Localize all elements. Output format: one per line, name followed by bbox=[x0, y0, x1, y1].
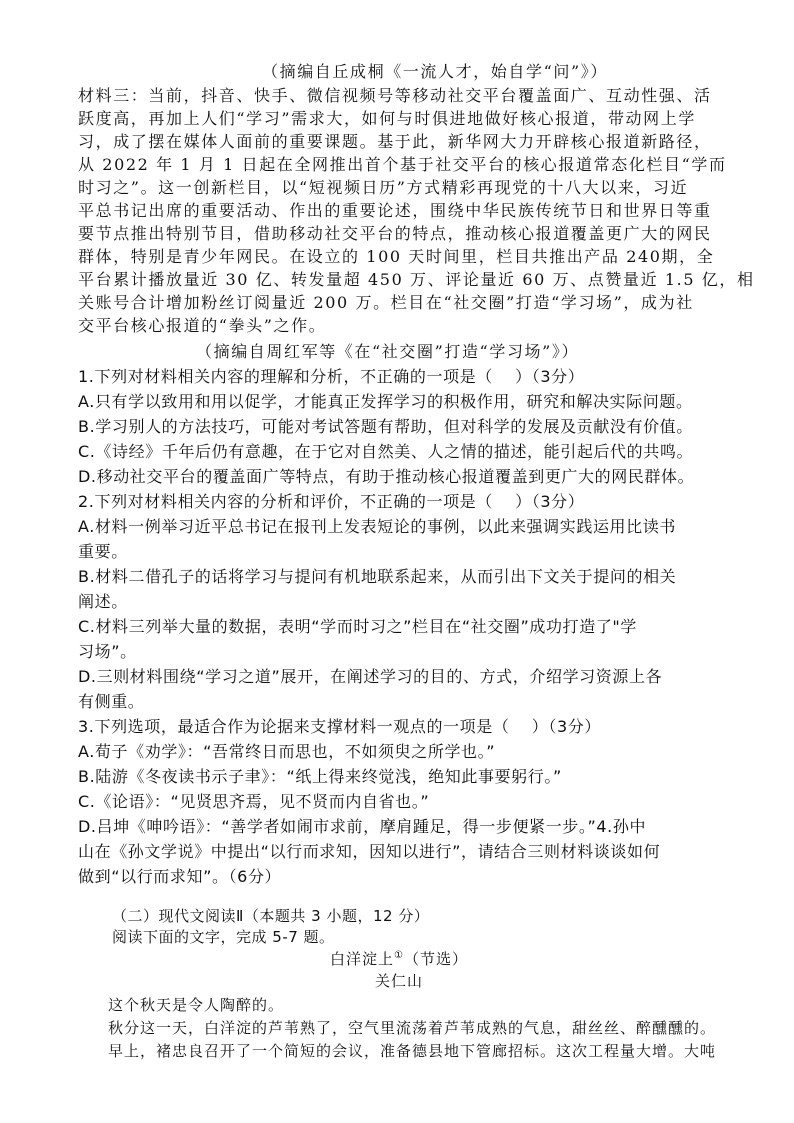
section-instruction: 阅读下面的文字，完成 5-7 题。 bbox=[112, 928, 335, 946]
passage-paragraph: 早上，褚忠良召开了一个简短的会议，准备德县地下管廊招标。这次工程量大增。大吨 bbox=[108, 1042, 717, 1060]
question-option: 重要。 bbox=[78, 542, 128, 561]
question-option: C.《论语》：“见贤思齐焉，见不贤而内自省也。” bbox=[78, 792, 430, 811]
question-option: 山在《孙文学说》中提出“以行而求知，因知以进行”，请结合三则材料谈谈如何 bbox=[78, 842, 661, 861]
question-option: C.《诗经》千年后仍有意趣，在于它对自然美、人之情的描述，能引起后代的共鸣。 bbox=[78, 442, 694, 461]
question-option: 有侧重。 bbox=[78, 692, 145, 711]
passage-paragraph: 秋分这一天，白洋淀的芦苇熟了，空气里流荡着芦苇成熟的气息，甜丝丝、醉醺醺的。 bbox=[108, 1019, 717, 1037]
question-option: D.吕坤《呻吟语》：“善学者如闹市求前，摩肩踵足，得一步便紧一步。”4.孙中 bbox=[78, 817, 647, 836]
footnote-mark: ① bbox=[394, 950, 404, 961]
material-3-line: 材料三：当前，抖音、快手、微信视频号等移动社交平台覆盖面广、互动性强、活 bbox=[78, 86, 712, 105]
question-stem: 2.下列对材料相关内容的分析和评价，不正确的一项是（ ）（3分） bbox=[78, 492, 585, 511]
question-option: B.学习别人的方法技巧，可能对考试答题有帮助，但对科学的发展及贡献没有价值。 bbox=[78, 417, 693, 436]
material-3-line: 从 2022 年 1 月 1 日起在全网推出首个基于社交平台的核心报道常态化栏目“学而 bbox=[78, 155, 727, 174]
material-3-line: 跃度高，再加上人们“学习”需求大，如何与时俱进地做好核心报道，带动网上学 bbox=[78, 109, 696, 128]
material-3-line: 习，成了摆在媒体人面前的重要课题。基于此，新华网大力开辟核心报道新路径， bbox=[78, 132, 712, 151]
section-heading: （二）现代文阅读Ⅱ（本题共 3 小题，12 分） bbox=[112, 907, 430, 925]
question-option: B.材料二借孔子的话将学习与提问有机地联系起来，从而引出下文关于提问的相关 bbox=[78, 567, 677, 586]
material-3-line: 平台累计播放量近 30 亿、转发量超 450 万、评论量近 60 万、点赞量近 1.5 亿，相 bbox=[78, 270, 755, 289]
question-option: A.只有学以致用和用以促学，才能真正发挥学习的积极作用，研究和解决实际问题。 bbox=[78, 392, 693, 411]
material-3-line: 群体，特别是青少年网民。在设立的 100 天时间里，栏目共推出产品 240期，全 bbox=[78, 247, 715, 266]
passage-paragraph: 这个秋天是令人陶醉的。 bbox=[108, 996, 285, 1014]
question-option: B.陆游《冬夜读书示子聿》：“纸上得来终觉浅，绝知此事要躬行。” bbox=[78, 767, 562, 786]
question-stem: 1.下列对材料相关内容的理解和分析，不正确的一项是（ ）（3分） bbox=[78, 367, 585, 386]
question-option: D.移动社交平台的覆盖面广等特点，有助于推动核心报道覆盖到更广大的网民群体。 bbox=[78, 467, 695, 486]
question-option: 阐述。 bbox=[78, 592, 128, 611]
question-option: 做到“以行而求知”。（6分） bbox=[78, 867, 282, 886]
question-option: D.三则材料围绕“学习之道”展开，在阐述学习的目的、方式，介绍学习资源上各 bbox=[78, 667, 663, 686]
question-option: A.材料一例举习近平总书记在报刊上发表短论的事例，以此来强调实践运用比读书 bbox=[78, 517, 676, 536]
question-option: 习场”。 bbox=[78, 642, 137, 661]
citation-1: （摘编自丘成桐《一流人才，始自学“问”》） bbox=[262, 62, 608, 81]
passage-title-text: 白洋淀上 bbox=[330, 950, 395, 968]
question-option: C.材料三列举大量的数据，表明“学而时习之”栏目在“社交圈”成功打造了"学 bbox=[78, 617, 637, 636]
material-3-line: 要节点推出特别节目，借助移动社交平台的特点，推动核心报道覆盖更广大的网民 bbox=[78, 224, 712, 243]
material-3-line: 平总书记出席的重要活动、作出的重要论述，围绕中华民族传统节日和世界日等重 bbox=[78, 201, 712, 220]
passage-author: 关仁山 bbox=[375, 972, 424, 990]
material-3-line: 关账号合计增加粉丝订阅量近 200 万。栏目在“社交圈”打造“学习场”，成为社 bbox=[78, 293, 694, 312]
passage-title-suffix: （节选） bbox=[403, 950, 468, 968]
passage-title bbox=[330, 948, 468, 969]
material-3-line: 交平台核心报道的“拳头”之作。 bbox=[78, 316, 327, 335]
question-stem: 3.下列选项，最适合作为论据来支撑材料一观点的一项是（ ）（3分） bbox=[78, 717, 601, 736]
citation-2: （摘编自周红军等《在“社交圈”打造“学习场”》） bbox=[196, 342, 580, 361]
material-3-line: 时习之”。这一创新栏目，以“短视频日历”方式精彩再现党的十八大以来，习近 bbox=[78, 178, 689, 197]
question-option: A.荀子《劝学》：“吾常终日而思也，不如须臾之所学也。” bbox=[78, 742, 496, 761]
